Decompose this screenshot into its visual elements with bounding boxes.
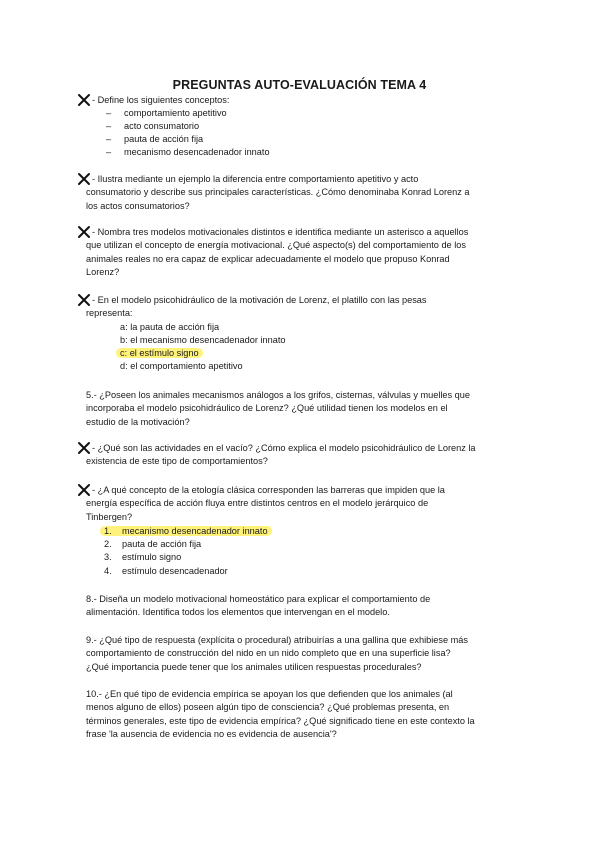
concept-item: – acto consumatorio [106, 121, 200, 131]
question-text-line: frase 'la ausencia de evidencia no es evidencia de ausencia'? [86, 729, 337, 740]
question-text-line: ¿Qué importancia puede tener que los animales utilicen respuestas procedurales? [86, 661, 422, 672]
question-text-line: - Nombra tres modelos motivacionales distintos e identifica mediante un asterisco a aquellos [92, 227, 469, 237]
question-text-line: animales reales no era capaz de explicar adecuadamente el modelo que propuso Konrad [86, 253, 450, 264]
question-5 [86, 389, 516, 429]
question-text-line: - En el modelo psicohidráulico de la motivación de Lorenz, el platillo con las pesas [92, 295, 427, 305]
question-1 [86, 94, 516, 107]
question-2 [86, 173, 516, 213]
question-text-line: - Ilustra mediante un ejemplo la diferencia entre comportamiento apetitivo y acto [92, 174, 419, 184]
concept-item: – pauta de acción fija [106, 134, 204, 144]
question-8 [86, 593, 516, 620]
numbered-option: 3. estímulo signo [104, 552, 182, 562]
document-title: PREGUNTAS AUTO-EVALUACIÓN TEMA 4 [172, 78, 427, 92]
numbered-option: 4. estímulo desencadenador [104, 566, 228, 576]
numbered-option-highlighted: 1. mecanismo desencadenador innato [104, 525, 272, 538]
question-3 [86, 226, 516, 280]
concept-item: – mecanismo desencadenador innato [106, 147, 270, 157]
question-text-line: comportamiento de construcción del nido en un nido completo que en una superficie lisa? [86, 648, 451, 659]
answer-option: b: el mecanismo desencadenador innato [120, 335, 286, 345]
answer-option: d: el comportamiento apetitivo [120, 361, 243, 371]
question-text-line: Tinbergen? [86, 511, 133, 522]
question-text-line: 8.- Diseña un modelo motivacional homeostático para explicar el comportamiento de [86, 594, 431, 604]
question-10 [86, 688, 516, 742]
question-text-line: consumatorio y describe sus principales características. ¿Cómo denominaba Konrad Lorenz a [86, 187, 470, 198]
cross-mark-icon [77, 293, 91, 307]
question-4 [86, 294, 516, 321]
cross-mark-icon [77, 441, 91, 455]
question-6 [86, 442, 516, 469]
cross-mark-icon [77, 225, 91, 239]
question-text-line: menos alguno de ellos) poseen algún tipo de consciencia? ¿Qué problemas presenta, en [86, 702, 450, 713]
question-text-line: incorporaba el modelo psicohidráulico de Lorenz? ¿Qué utilidad tienen los modelos en el [86, 403, 448, 414]
question-text-line: alimentación. Identifica todos los elementos que intervengan en el modelo. [86, 607, 390, 618]
question-text-line: energía específica de acción fluya entre distintos centros en el modelo jerárquico de [86, 498, 429, 509]
question-text-line: 5.- ¿Poseen los animales mecanismos análogos a los grifos, cisternas, válvulas y muelles que [86, 390, 471, 400]
cross-mark-icon [77, 483, 91, 497]
question-text-line: los actos consumatorios? [86, 200, 190, 211]
question-1-text: - Define los siguientes conceptos: [92, 95, 230, 105]
numbered-option: 2. pauta de acción fija [104, 539, 202, 549]
answer-option: a: la pauta de acción fija [120, 322, 220, 332]
question-text-line: que utilizan el concepto de energía motivacional. ¿Qué aspecto(s) del comportamiento de los [86, 240, 466, 251]
question-text-line: - ¿Qué son las actividades en el vacío? ¿Cómo explica el modelo psicohidráulico de Lorenz la [92, 443, 476, 453]
cross-mark-icon [77, 93, 91, 107]
question-text-line: Lorenz? [86, 267, 120, 278]
answer-option-highlighted: c: el estímulo signo [120, 347, 203, 360]
question-text-line: 10.- ¿En qué tipo de evidencia empírica se apoyan los que defienden que los animales (al [86, 689, 453, 699]
question-text-line: términos generales, este tipo de evidencia empírica? ¿Qué significado tiene en este contexto la [86, 715, 475, 726]
question-text-line: existencia de este tipo de comportamientos? [86, 456, 268, 467]
concept-item: – comportamiento apetitivo [106, 108, 227, 118]
question-text-line: representa: [86, 308, 133, 319]
question-text-line: estudio de la motivación? [86, 416, 190, 427]
question-text-line: - ¿A qué concepto de la etología clásica corresponden las barreras que impiden que la [92, 485, 445, 495]
question-9 [86, 634, 516, 674]
question-7 [86, 484, 516, 524]
cross-mark-icon [77, 172, 91, 186]
question-text-line: 9.- ¿Qué tipo de respuesta (explícita o procedural) atribuirías a una gallina que exhibiese más [86, 635, 469, 645]
